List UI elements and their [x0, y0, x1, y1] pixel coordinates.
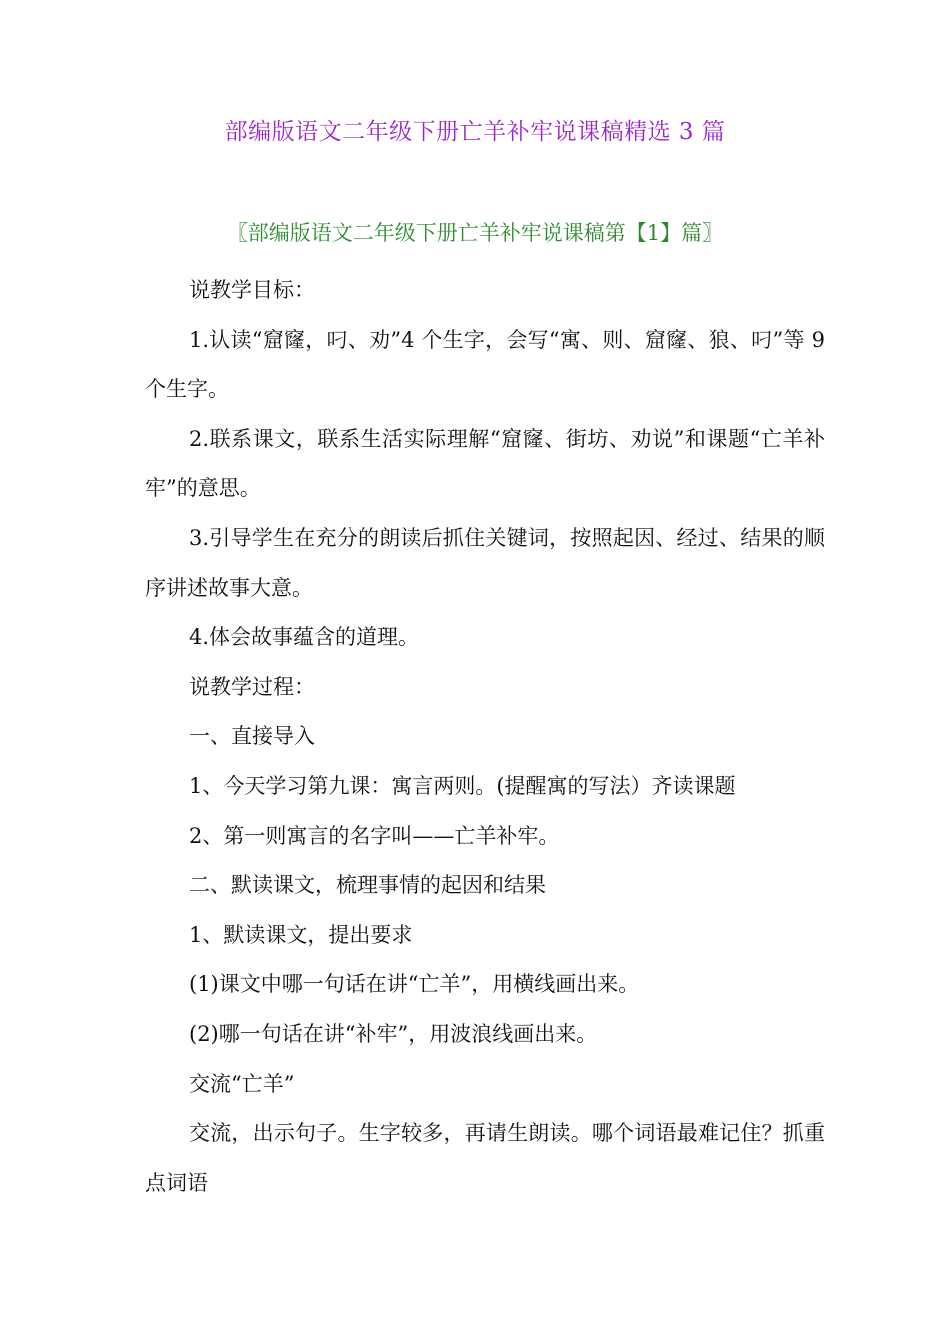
paragraph-step-2-item-1: 1、默读课文，提出要求: [189, 922, 413, 947]
paragraph-step-2-heading: 二、默读课文，梳理事情的起因和结果: [189, 873, 546, 898]
paragraph-goal-4: 4.体会故事蕴含的道理。: [189, 625, 420, 650]
paragraph-exchange-heading: 交流“亡羊”: [189, 1071, 295, 1096]
paragraph-question-2: (2)哪一句话在讲“补牢”，用波浪线画出来。: [189, 1021, 598, 1046]
paragraph-goals-heading: 说教学目标：: [189, 278, 315, 302]
paragraph-step-1-item-1: 1、今天学习第九课：寓言两则。(提醒寓的写法）齐读课题: [189, 773, 736, 798]
paragraph-step-1-item-2: 2、第一则寓言的名字叫——亡羊补牢。: [189, 823, 560, 848]
section-heading: 〖部编版语文二年级下册亡羊补牢说课稿第【1】篇〗: [226, 221, 724, 245]
paragraph-question-1: (1)课文中哪一句话在讲“亡羊”，用横线画出来。: [189, 972, 640, 997]
paragraph-goal-2: 2.联系课文，联系生活实际理解“窟窿、街坊、劝说”和课题“亡羊补牢”的意思。: [145, 426, 825, 501]
paragraph-goal-1: 1.认读“窟窿，叼、劝”4 个生字，会写“寓、则、窟窿、狼、叼”等 9 个生字。: [145, 327, 825, 402]
document-title: 部编版语文二年级下册亡羊补牢说课稿精选 3 篇: [224, 119, 726, 145]
paragraph-goal-3: 3.引导学生在充分的朗读后抓住关键词，按照起因、经过、结果的顺序讲述故事大意。: [145, 525, 825, 600]
paragraph-step-1-heading: 一、直接导入: [189, 724, 315, 749]
document-body: [145, 266, 825, 1208]
paragraph-exchange-body: 交流，出示句子。生字较多，再请生朗读。哪个词语最难记住？抓重点词语: [145, 1121, 825, 1195]
paragraph-process-heading: 说教学过程：: [189, 674, 315, 699]
